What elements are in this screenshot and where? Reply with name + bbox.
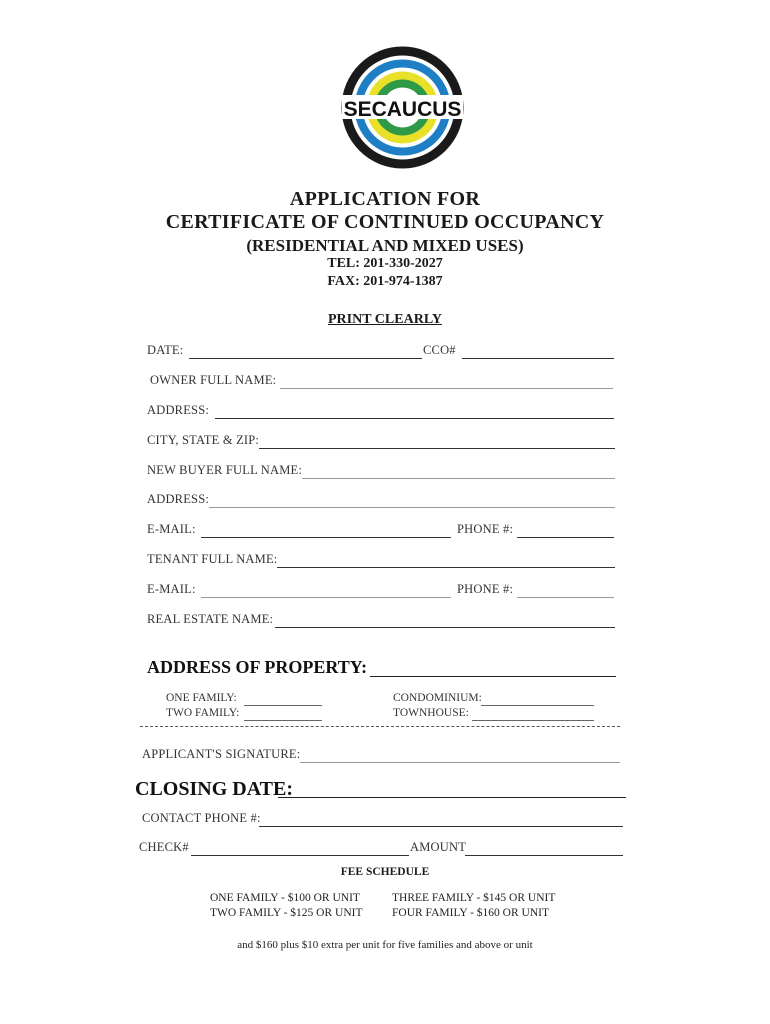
signature-field[interactable] — [300, 762, 620, 763]
real-estate-row — [147, 612, 617, 630]
fee-four-family: FOUR FAMILY - $160 OR UNIT — [392, 907, 549, 919]
email-field-2[interactable] — [201, 597, 451, 598]
telephone: TEL: 201-330-2027 — [327, 256, 443, 271]
owner-name-label: OWNER FULL NAME: — [150, 373, 277, 387]
address-field-1[interactable] — [215, 418, 614, 419]
signature-row — [142, 747, 622, 765]
cco-label: CCO# — [423, 343, 456, 357]
email-field-1[interactable] — [201, 537, 451, 538]
one-family-label: ONE FAMILY: — [166, 692, 237, 704]
address-field-2[interactable] — [209, 507, 615, 508]
buyer-row — [147, 463, 617, 481]
email-label-2: E-MAIL: — [147, 582, 196, 596]
property-address-heading: ADDRESS OF PROPERTY: — [147, 657, 368, 677]
title-line-1: APPLICATION FOR — [289, 188, 481, 210]
subtitle: (RESIDENTIAL AND MIXED USES) — [246, 236, 524, 255]
signature-label: APPLICANT'S SIGNATURE: — [142, 747, 301, 761]
condominium-label: CONDOMINIUM: — [393, 692, 482, 704]
closing-date-field[interactable] — [278, 797, 626, 798]
amount-label: AMOUNT — [410, 840, 467, 854]
print-clearly-note: PRINT CLEARLY — [328, 312, 442, 327]
fee-three-family: THREE FAMILY - $145 OR UNIT — [392, 892, 556, 904]
date-field[interactable] — [189, 358, 422, 359]
check-field[interactable] — [191, 855, 409, 856]
city-state-zip-field[interactable] — [259, 448, 615, 449]
closing-date-label: CLOSING DATE: — [135, 778, 293, 800]
date-label: DATE: — [147, 343, 184, 357]
phone-field-2[interactable] — [517, 597, 614, 598]
address-label-2: ADDRESS: — [147, 492, 210, 506]
tenant-name-label: TENANT FULL NAME: — [147, 552, 278, 566]
phone-field-1[interactable] — [517, 537, 614, 538]
email-row-1 — [147, 522, 617, 540]
fee-two-family: TWO FAMILY - $125 OR UNIT — [210, 907, 363, 919]
title-line-2: CERTIFICATE OF CONTINUED OCCUPANCY — [165, 211, 605, 233]
one-family-field[interactable] — [244, 705, 322, 706]
secaucus-logo — [340, 45, 465, 170]
contact-phone-row — [142, 811, 624, 829]
city-state-zip-label: CITY, STATE & ZIP: — [147, 433, 260, 447]
phone-label-1: PHONE #: — [457, 522, 514, 536]
property-address-field[interactable] — [370, 676, 616, 677]
townhouse-label: TOWNHOUSE: — [393, 707, 469, 719]
two-family-field[interactable] — [244, 720, 322, 721]
address-row-1 — [147, 403, 617, 421]
buyer-name-label: NEW BUYER FULL NAME: — [147, 463, 303, 477]
owner-name-field[interactable] — [280, 388, 613, 389]
email-row-2 — [147, 582, 617, 600]
phone-label-2: PHONE #: — [457, 582, 514, 596]
fee-schedule-heading: FEE SCHEDULE — [340, 866, 430, 878]
address-label-1: ADDRESS: — [147, 403, 210, 417]
amount-field[interactable] — [465, 855, 623, 856]
real-estate-label: REAL ESTATE NAME: — [147, 612, 274, 626]
check-label: CHECK# — [139, 840, 189, 854]
address-row-2 — [147, 492, 617, 510]
date-row — [147, 343, 617, 361]
section-divider — [140, 726, 620, 727]
logo-text: SECAUCUS — [343, 98, 462, 121]
buyer-name-field[interactable] — [302, 478, 615, 479]
tenant-name-field[interactable] — [277, 567, 615, 568]
two-family-label: TWO FAMILY: — [166, 707, 240, 719]
fax: FAX: 201-974-1387 — [327, 274, 443, 289]
email-label-1: E-MAIL: — [147, 522, 196, 536]
owner-row — [150, 373, 615, 391]
real-estate-field[interactable] — [275, 627, 615, 628]
tenant-row — [147, 552, 617, 570]
townhouse-field[interactable] — [472, 720, 594, 721]
contact-phone-label: CONTACT PHONE #: — [142, 811, 261, 825]
contact-phone-field[interactable] — [259, 826, 623, 827]
fee-one-family: ONE FAMILY - $100 OR UNIT — [210, 892, 360, 904]
city-row — [147, 433, 617, 451]
condominium-field[interactable] — [481, 705, 594, 706]
check-amount-row — [139, 840, 624, 858]
cco-field[interactable] — [462, 358, 614, 359]
fee-extra-note: and $160 plus $10 extra per unit for five families and above or unit — [237, 939, 533, 951]
